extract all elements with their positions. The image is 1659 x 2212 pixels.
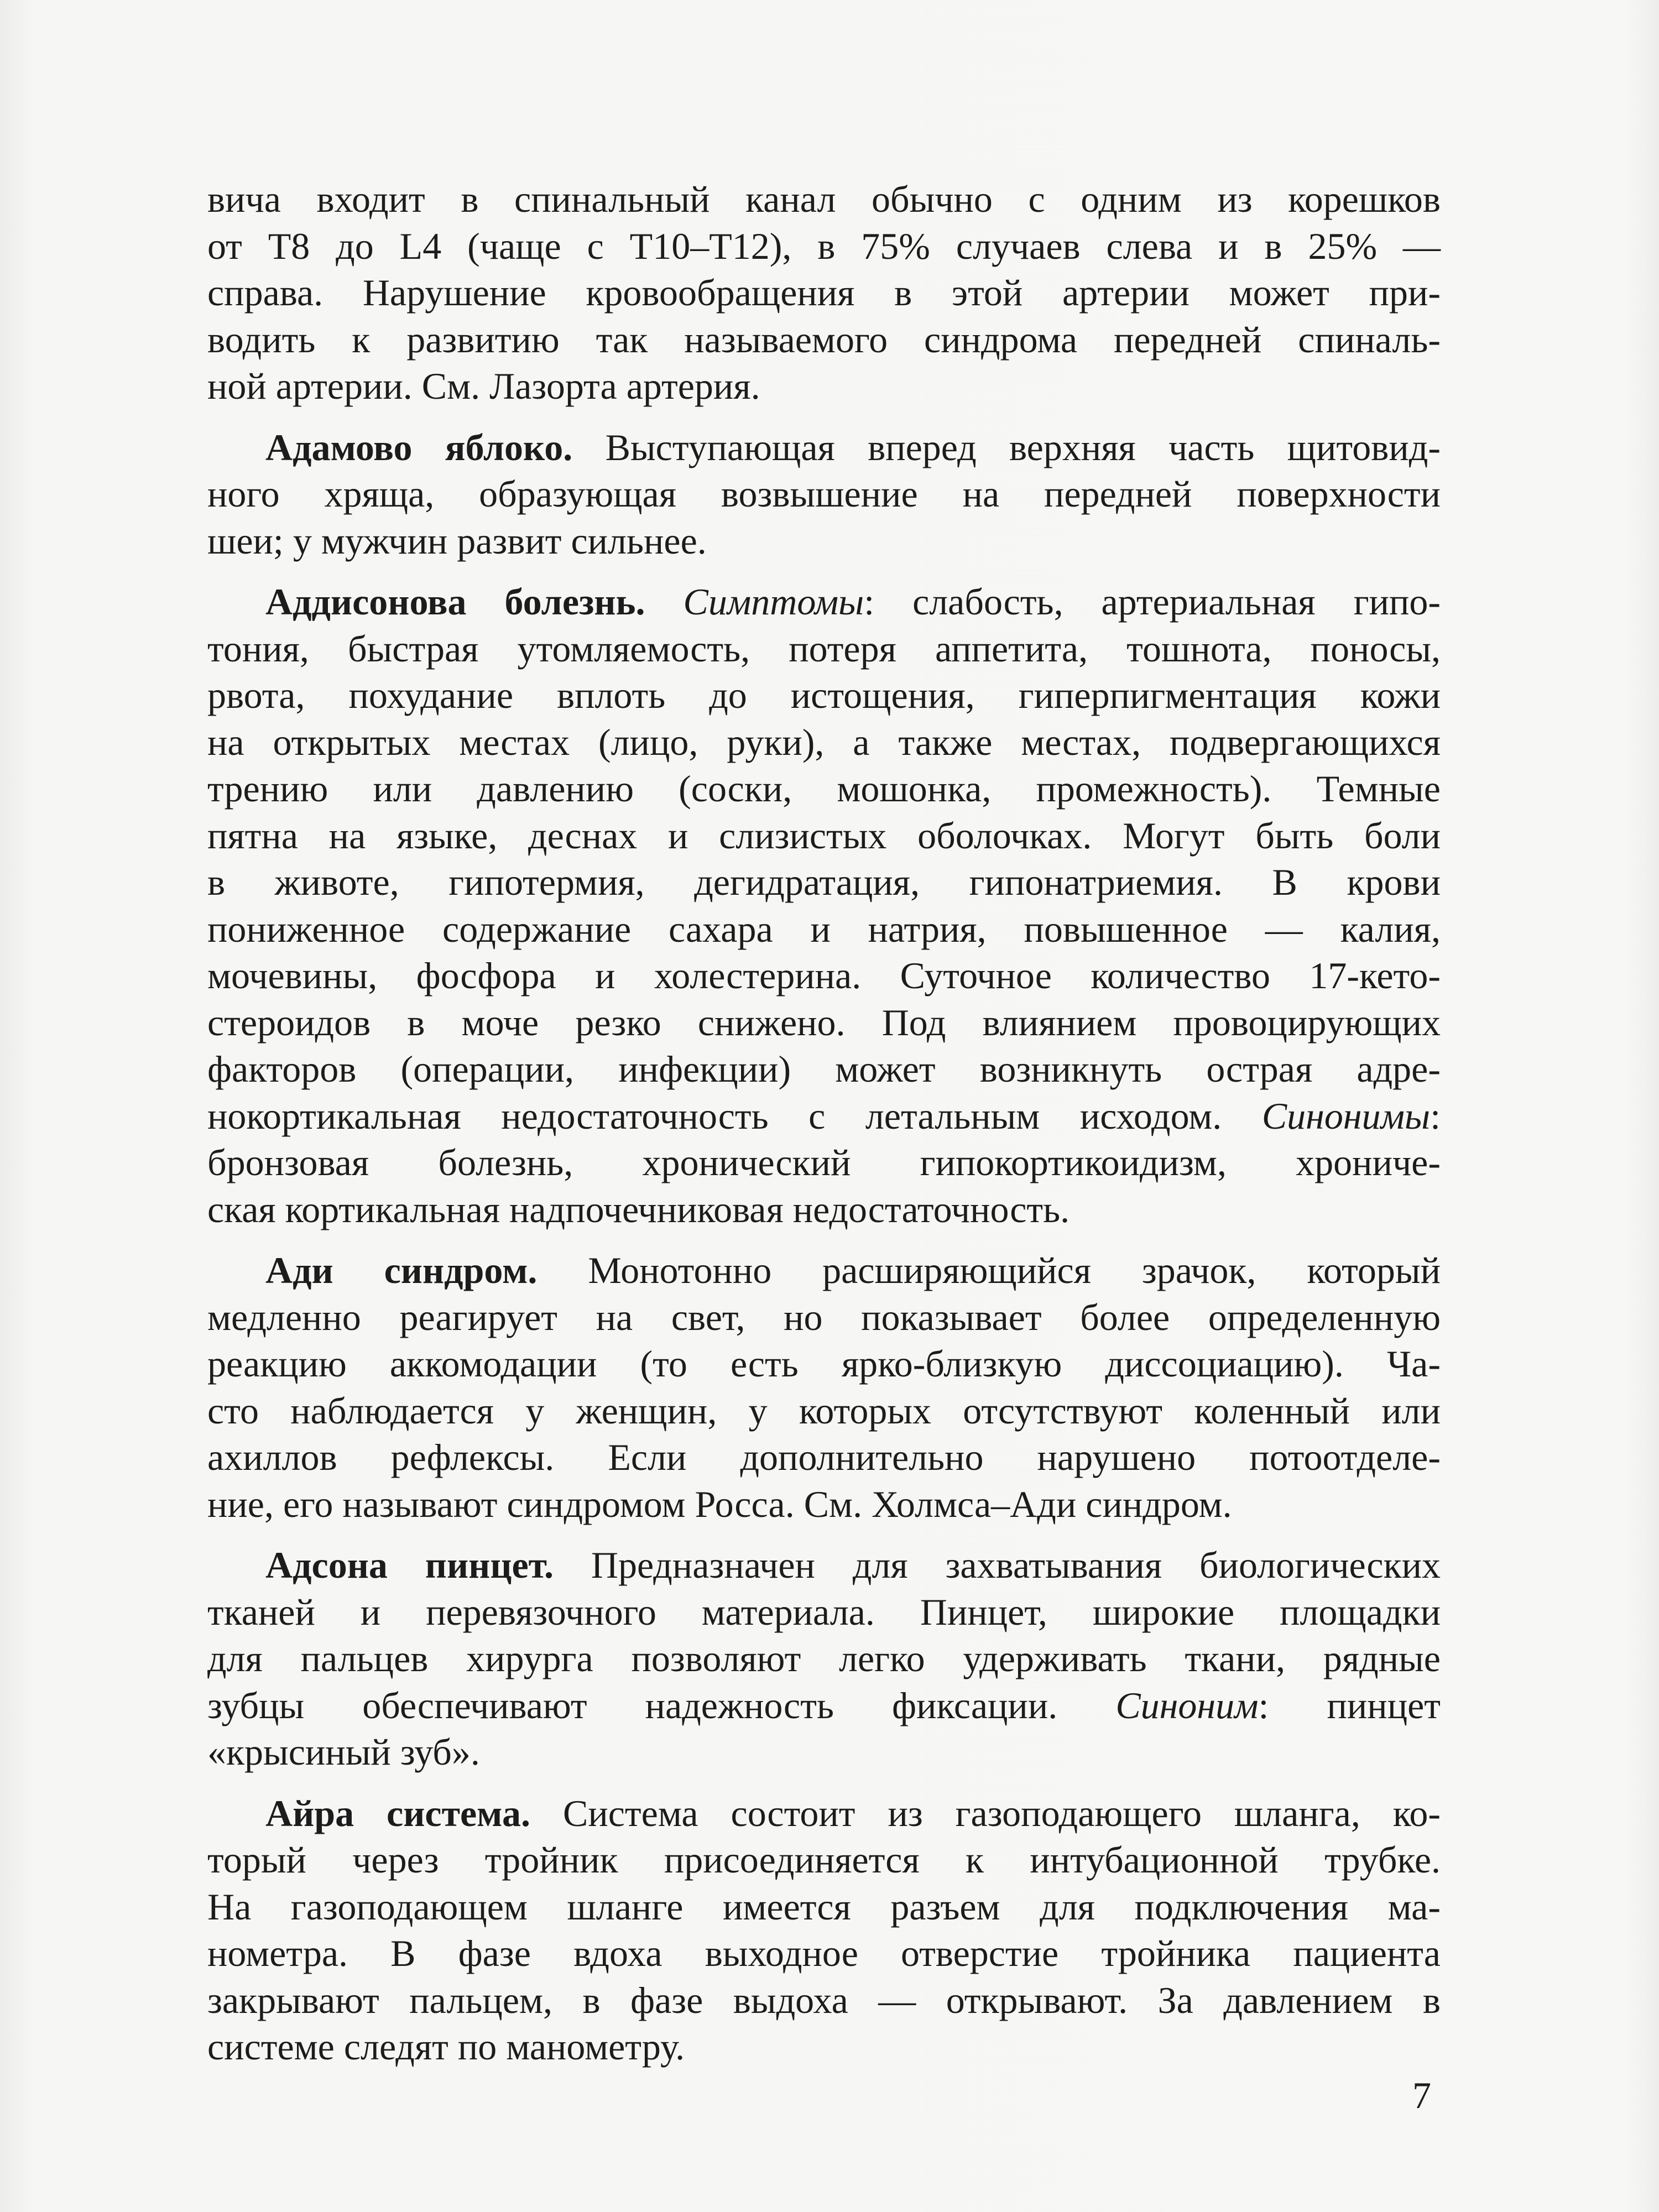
entry-addison-disease (207, 578, 1441, 1233)
text-line: нометра. В фазе вдоха выходное отверстие тройника пациента (207, 1932, 1441, 1974)
text-line: закрывают пальцем, в фазе выдоха — открывают. За давлением в (207, 1979, 1441, 2021)
entry-first-line (207, 1247, 1441, 1294)
text-line: торый через тройник присоединяется к интубационной трубке. (207, 1839, 1441, 1881)
page-number: 7 (1412, 2074, 1431, 2116)
text-line: тония, быстрая утомляемость, потеря аппетита, тошнота, поносы, (207, 627, 1441, 670)
entry-adson-forceps (207, 1542, 1441, 1776)
entry-ayre-system (207, 1790, 1441, 2070)
text-line: ская кортикальная надпочечниковая недостаточность. (207, 1188, 1070, 1230)
text-line: ного хряща, образующая возвышение на передней поверхности (207, 473, 1441, 515)
text-line: ной артерии. См. Лазорта артерия. (207, 365, 760, 407)
continuation-paragraph (207, 176, 1441, 410)
entry-first-line (207, 1790, 1441, 1837)
entry-label: Симптомы (683, 581, 864, 623)
text-line: сто наблюдается у женщин, у которых отсутствуют коленный или (207, 1389, 1441, 1432)
text-line: системе следят по манометру. (207, 2026, 685, 2068)
entry-term: Айра система. (265, 1792, 531, 1834)
text-line: шеи; у мужчин развит сильнее. (207, 519, 707, 562)
text-line: бронзовая болезнь, хронический гипокортикоидизм, хрониче- (207, 1141, 1441, 1183)
entry-label: Синоним (1115, 1684, 1259, 1726)
text-line: медленно реагирует на свет, но показывает более определенную (207, 1296, 1441, 1338)
text-line: «крысиный зуб». (207, 1731, 480, 1773)
text-line: пониженное содержание сахара и натрия, повышенное — калия, (207, 907, 1441, 950)
text-line: для пальцев хирурга позволяют легко удерживать ткани, рядные (207, 1637, 1441, 1679)
entry-text: зубцы обеспечивают надежность фиксации. (207, 1684, 1116, 1726)
entry-text: Монотонно расширяющийся зрачок, который (537, 1249, 1441, 1291)
text-line: справа. Нарушение кровообращения в этой артерии может при- (207, 272, 1441, 314)
entry-term: Адамово яблоко. (265, 426, 573, 468)
text-line: мочевины, фосфора и холестерина. Суточное количество 17-кето- (207, 954, 1441, 997)
entry-text: : (1430, 1094, 1441, 1137)
text-line: трению или давлению (соски, мошонка, промежность). Темные (207, 768, 1441, 810)
text-line: реакцию аккомодации (то есть ярко-близкую диссоциацию). Ча- (207, 1343, 1441, 1385)
page-text (207, 176, 1441, 2070)
entry-first-line (207, 578, 1441, 625)
text-line: ние, его называют синдромом Росса. См. Холмса–Ади синдром. (207, 1483, 1232, 1525)
entry-term: Ади синдром. (265, 1249, 538, 1291)
text-line: стероидов в моче резко снижено. Под влиянием провоцирующих (207, 1001, 1441, 1044)
entry-first-line (207, 1542, 1441, 1589)
text-line: в животе, гипотермия, дегидратация, гипонатриемия. В крови (207, 861, 1441, 903)
entry-text: Система состоит из газоподающего шланга, ко- (530, 1792, 1441, 1834)
entry-term: Адсона пинцет. (265, 1544, 554, 1586)
text-line (207, 1682, 1441, 1729)
text-line: тканей и перевязочного материала. Пинцет, широкие площадки (207, 1590, 1441, 1633)
text-line: на открытых местах (лицо, руки), а также местах, подвергающихся (207, 721, 1441, 763)
text-line: На газоподающем шланге имеется разъем для подключения ма- (207, 1885, 1441, 1928)
text-line: вича входит в спинальный канал обычно с одним из корешков (207, 178, 1441, 220)
entry-adams-apple (207, 424, 1441, 565)
entry-text: Выступающая вперед верхняя часть щитовид- (572, 426, 1441, 468)
entry-text: Предназначен для захватывания биологических (553, 1544, 1441, 1586)
text-line: пятна на языке, деснах и слизистых оболочках. Могут быть боли (207, 814, 1441, 857)
text-line: рвота, похудание вплоть до истощения, гиперпигментация кожи (207, 674, 1441, 716)
entry-adie-syndrome (207, 1247, 1441, 1527)
text-line: ахиллов рефлексы. Если дополнительно нарушено потоотделе- (207, 1436, 1441, 1478)
entry-label: Синонимы (1261, 1094, 1431, 1137)
entry-first-line (207, 424, 1441, 471)
text-line: факторов (операции, инфекции) может возникнуть острая адре- (207, 1048, 1441, 1090)
entry-text: : слабость, артериальная гипо- (864, 581, 1441, 623)
text-line: водить к развитию так называемого синдрома передней спиналь- (207, 318, 1441, 361)
text-line: от T8 до L4 (чаще с T10–T12), в 75% случаев слева и в 25% — (207, 225, 1441, 267)
entry-term: Аддисонова болезнь. (265, 581, 645, 623)
entry-text: : пинцет (1258, 1684, 1441, 1726)
entry-text: нокортикальная недостаточность с летальным исходом. (207, 1094, 1262, 1137)
text-line (207, 1093, 1441, 1140)
